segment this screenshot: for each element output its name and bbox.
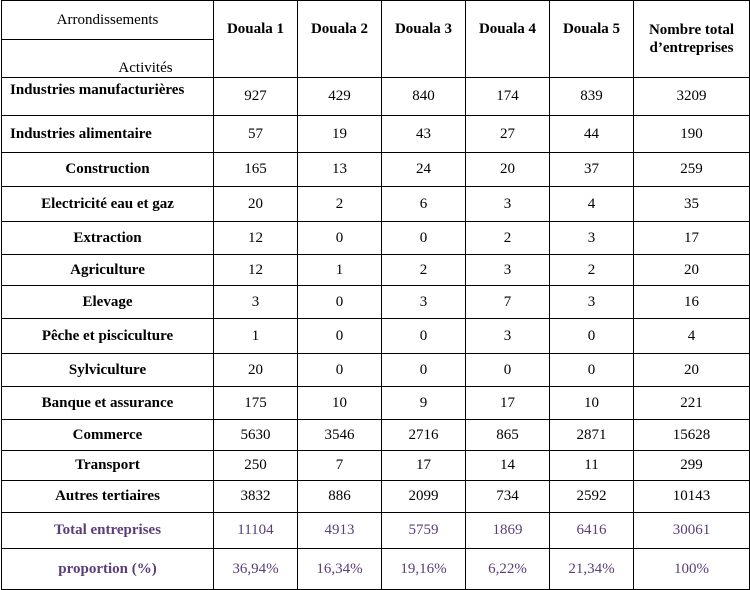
table-cell: 2 bbox=[382, 255, 466, 286]
row-label: Electricité eau et gaz bbox=[2, 187, 214, 222]
table-cell: 17 bbox=[382, 451, 466, 481]
row-label: Total entreprises bbox=[2, 513, 214, 549]
header-row bbox=[2, 1, 750, 78]
table-cell: 16 bbox=[634, 286, 750, 319]
row-label: Extraction bbox=[2, 222, 214, 255]
table-cell: 250 bbox=[214, 451, 298, 481]
table-cell: 3546 bbox=[298, 420, 382, 451]
table-row bbox=[2, 549, 750, 590]
table-row bbox=[2, 255, 750, 286]
table-cell: 100% bbox=[634, 549, 750, 590]
corner-header-cell bbox=[2, 1, 214, 78]
table-cell: 174 bbox=[466, 78, 550, 116]
table-row bbox=[2, 187, 750, 222]
table-cell: 10143 bbox=[634, 481, 750, 513]
table-cell: 16,34% bbox=[298, 549, 382, 590]
table-cell: 3 bbox=[550, 286, 634, 319]
table-cell: 20 bbox=[466, 153, 550, 187]
table-cell: 190 bbox=[634, 116, 750, 153]
table-cell: 2 bbox=[298, 187, 382, 222]
table-cell: 165 bbox=[214, 153, 298, 187]
table-cell: 4913 bbox=[298, 513, 382, 549]
table-cell: 20 bbox=[214, 354, 298, 387]
table-cell: 6,22% bbox=[466, 549, 550, 590]
table-cell: 3 bbox=[466, 319, 550, 354]
table-cell: 3 bbox=[466, 255, 550, 286]
table-cell: 15628 bbox=[634, 420, 750, 451]
table-cell: 259 bbox=[634, 153, 750, 187]
table-cell: 10 bbox=[550, 387, 634, 420]
table-cell: 19 bbox=[298, 116, 382, 153]
column-header: Douala 3 bbox=[382, 1, 466, 78]
table-cell: 57 bbox=[214, 116, 298, 153]
table-row bbox=[2, 222, 750, 255]
table-row bbox=[2, 481, 750, 513]
column-header: Douala 4 bbox=[466, 1, 550, 78]
table-cell: 0 bbox=[298, 319, 382, 354]
table-cell: 5630 bbox=[214, 420, 298, 451]
table-cell: 11 bbox=[550, 451, 634, 481]
table-cell: 3 bbox=[466, 187, 550, 222]
table-cell: 36,94% bbox=[214, 549, 298, 590]
table-cell: 3209 bbox=[634, 78, 750, 116]
table-cell: 6 bbox=[382, 187, 466, 222]
table-cell: 2716 bbox=[382, 420, 466, 451]
table-cell: 17 bbox=[634, 222, 750, 255]
table-cell: 0 bbox=[466, 354, 550, 387]
column-header: Douala 1 bbox=[214, 1, 298, 78]
table-cell: 14 bbox=[466, 451, 550, 481]
table-cell: 44 bbox=[550, 116, 634, 153]
header-arrondissements: Arrondissements bbox=[2, 1, 213, 40]
table-cell: 4 bbox=[550, 187, 634, 222]
table-cell: 10 bbox=[298, 387, 382, 420]
row-label: Banque et assurance bbox=[2, 387, 214, 420]
table-row bbox=[2, 354, 750, 387]
table-cell: 0 bbox=[382, 222, 466, 255]
table-cell: 0 bbox=[298, 286, 382, 319]
table-cell: 3 bbox=[214, 286, 298, 319]
table-cell: 3 bbox=[550, 222, 634, 255]
table-cell: 6416 bbox=[550, 513, 634, 549]
table-cell: 21,34% bbox=[550, 549, 634, 590]
table-cell: 9 bbox=[382, 387, 466, 420]
table-cell: 0 bbox=[382, 319, 466, 354]
row-label: Autres tertiaires bbox=[2, 481, 214, 513]
table-cell: 37 bbox=[550, 153, 634, 187]
table-row bbox=[2, 513, 750, 549]
row-label: proportion (%) bbox=[2, 549, 214, 590]
table-cell: 865 bbox=[466, 420, 550, 451]
table-cell: 0 bbox=[298, 222, 382, 255]
row-label: Pêche et pisciculture bbox=[2, 319, 214, 354]
table-cell: 20 bbox=[634, 255, 750, 286]
table-cell: 175 bbox=[214, 387, 298, 420]
table-cell: 7 bbox=[466, 286, 550, 319]
table-cell: 0 bbox=[298, 354, 382, 387]
row-label: Transport bbox=[2, 451, 214, 481]
table-row bbox=[2, 116, 750, 153]
table-cell: 12 bbox=[214, 222, 298, 255]
table-row bbox=[2, 153, 750, 187]
table-cell: 2 bbox=[550, 255, 634, 286]
table-cell: 1 bbox=[214, 319, 298, 354]
table-cell: 886 bbox=[298, 481, 382, 513]
table-cell: 0 bbox=[382, 354, 466, 387]
table-cell: 12 bbox=[214, 255, 298, 286]
table-cell: 11104 bbox=[214, 513, 298, 549]
table-row bbox=[2, 78, 750, 116]
table-cell: 43 bbox=[382, 116, 466, 153]
table-cell: 927 bbox=[214, 78, 298, 116]
column-header: Douala 5 bbox=[550, 1, 634, 78]
table-cell: 3 bbox=[382, 286, 466, 319]
table-cell: 734 bbox=[466, 481, 550, 513]
table-cell: 2099 bbox=[382, 481, 466, 513]
table-cell: 839 bbox=[550, 78, 634, 116]
table-cell: 2592 bbox=[550, 481, 634, 513]
table-cell: 13 bbox=[298, 153, 382, 187]
table-cell: 24 bbox=[382, 153, 466, 187]
table-cell: 2871 bbox=[550, 420, 634, 451]
table-cell: 19,16% bbox=[382, 549, 466, 590]
table-cell: 7 bbox=[298, 451, 382, 481]
table-cell: 1869 bbox=[466, 513, 550, 549]
header-activites: Activités bbox=[118, 60, 173, 76]
row-label: Construction bbox=[2, 153, 214, 187]
table-cell: 35 bbox=[634, 187, 750, 222]
table-cell: 3832 bbox=[214, 481, 298, 513]
table-cell: 2 bbox=[466, 222, 550, 255]
table-cell: 221 bbox=[634, 387, 750, 420]
table-row bbox=[2, 319, 750, 354]
table-row bbox=[2, 286, 750, 319]
column-header-total: Nombre total d’entreprises bbox=[634, 1, 750, 78]
table-cell: 840 bbox=[382, 78, 466, 116]
column-header: Douala 2 bbox=[298, 1, 382, 78]
table-cell: 30061 bbox=[634, 513, 750, 549]
table-cell: 5759 bbox=[382, 513, 466, 549]
table-cell: 1 bbox=[298, 255, 382, 286]
row-label: Elevage bbox=[2, 286, 214, 319]
table-cell: 20 bbox=[634, 354, 750, 387]
table-cell: 299 bbox=[634, 451, 750, 481]
table-row bbox=[2, 451, 750, 481]
table-cell: 4 bbox=[634, 319, 750, 354]
row-label: Sylviculture bbox=[2, 354, 214, 387]
table-cell: 0 bbox=[550, 319, 634, 354]
table-cell: 429 bbox=[298, 78, 382, 116]
table-cell: 0 bbox=[550, 354, 634, 387]
table-row bbox=[2, 420, 750, 451]
enterprises-table bbox=[1, 0, 750, 590]
row-label: Industries manufacturières bbox=[2, 78, 214, 116]
table-cell: 17 bbox=[466, 387, 550, 420]
table-cell: 27 bbox=[466, 116, 550, 153]
table-cell: 20 bbox=[214, 187, 298, 222]
row-label: Commerce bbox=[2, 420, 214, 451]
table-row bbox=[2, 387, 750, 420]
row-label: Agriculture bbox=[2, 255, 214, 286]
row-label: Industries alimentaire bbox=[2, 116, 214, 153]
